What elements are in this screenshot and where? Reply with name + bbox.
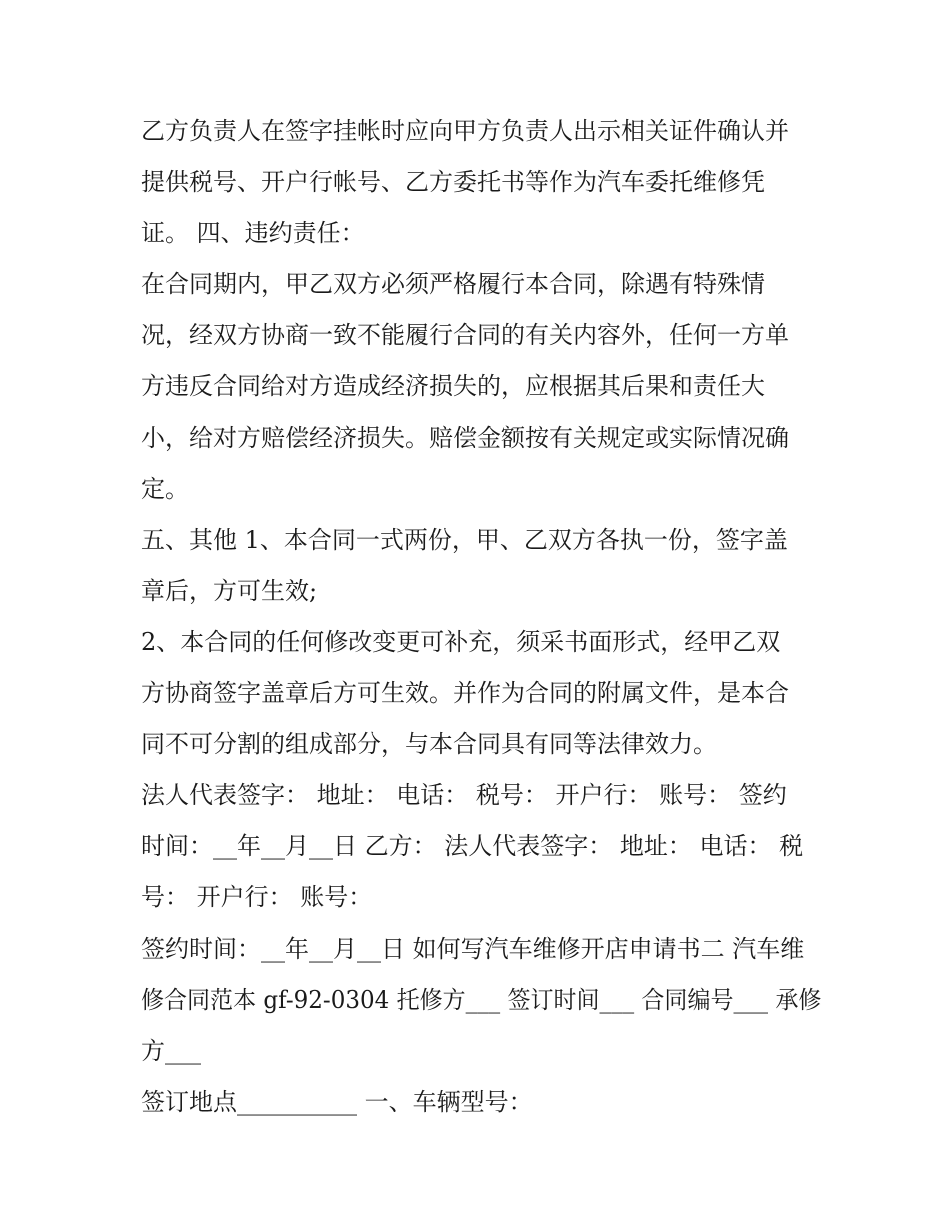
text-line: 同不可分割的组成部分，与本合同具有同等法律效力。: [141, 730, 717, 759]
text-line: 定。: [141, 474, 189, 503]
text-line: 签订地点__________ 一、车辆型号：: [141, 1087, 533, 1116]
text-line: 况，经双方协商一致不能履行合同的有关内容外，任何一方单: [141, 321, 789, 350]
text-line: 提供税号、开户行帐号、乙方委托书等作为汽车委托维修凭: [141, 168, 765, 197]
text-line: 证。 四、违约责任：: [141, 219, 365, 248]
text-line: 小，给对方赔偿经济损失。赔偿金额按有关规定或实际情况确: [141, 423, 789, 452]
text-line: 方违反合同给对方造成经济损失的，应根据其后果和责任大: [141, 372, 765, 401]
text-line: 号： 开户行： 账号：: [141, 883, 373, 912]
text-line: 修合同范本 gf-92-0304 托修方___ 签订时间___ 合同编号___ 承修: [141, 985, 822, 1014]
text-line: 方___: [141, 1036, 201, 1065]
text-line: 章后，方可生效;: [141, 576, 318, 605]
text-line: 时间：__年__月__日 乙方： 法人代表签字： 地址： 电话： 税: [141, 832, 804, 861]
document-body: [141, 106, 821, 1128]
text-line: 法人代表签字： 地址： 电话： 税号： 开户行： 账号： 签约: [141, 781, 787, 810]
text-line: 方协商签字盖章后方可生效。并作为合同的附属文件，是本合: [141, 679, 789, 708]
text-line: 五、其他 1、本合同一式两份，甲、乙双方各执一份，签字盖: [141, 525, 788, 554]
text-line: 乙方负责人在签字挂帐时应向甲方负责人出示相关证件确认并: [141, 117, 789, 145]
text-line: 签约时间：__年__月__日 如何写汽车维修开店申请书二 汽车维: [141, 934, 805, 963]
text-line: 2、本合同的任何修改变更可补充，须采书面形式，经甲乙双: [141, 627, 781, 656]
text-line: 在合同期内，甲乙双方必须严格履行本合同，除遇有特殊情: [141, 270, 765, 299]
